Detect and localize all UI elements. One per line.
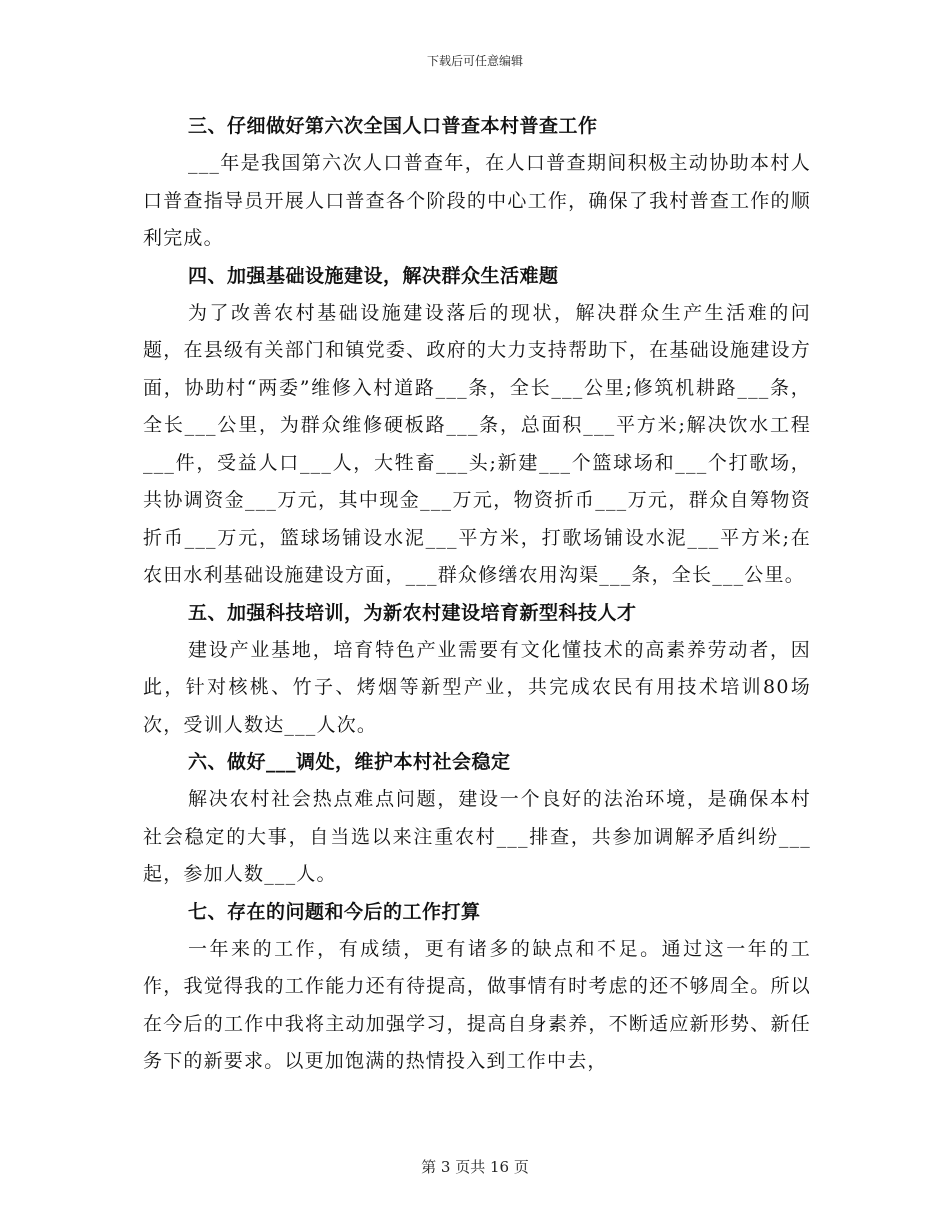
section-paragraph-7: 一年来的工作，有成绩，更有诸多的缺点和不足。通过这一年的工作，我觉得我的工作能力还有待提高，做事情有时考虑的还不够周全。所以在今后的工作中我将主动加强学习，提高自身素养，不断适应新形势、新任务下的新要求。以更加饱满的热情投入到工作中去， <box>143 937 811 1072</box>
section-paragraph-5: 建设产业基地，培育特色产业需要有文化懂技术的高素养劳动者，因此，针对核桃、竹子、烤烟等新型产业，共完成农民有用技术培训80场次，受训人数达___人次。 <box>143 638 811 736</box>
document-body <box>143 108 811 1081</box>
section-heading-7: 七、存在的问题和今后的工作打算 <box>188 900 481 923</box>
section-paragraph-4: 为了改善农村基础设施建设落后的现状，解决群众生产生活难的问题，在县级有关部门和镇党委、政府的大力支持帮助下，在基础设施建设方面，协助村“两委”维修入村道路___条，全长___公里;修筑机耕路___条，全长___公里，为群众维修硬板路___条，总面积___平方米;解决饮水工程___件，受益人口___人，大牲畜___头;新建___个篮球场和___个打歌场，共协调资金___万元，其中现金___万元，物资折币___万元，群众自筹物资折币___万元，篮球场铺设水泥___平方米，打歌场铺设水泥___平方米;在农田水利基础设施建设方面，___群众修缮农用沟渠___条，全长___公里。 <box>143 301 811 586</box>
section-paragraph-3: ___年是我国第六次人口普查年，在人口普查期间积极主动协助本村人口普查指导员开展人口普查各个阶段的中心工作，确保了我村普查工作的顺利完成。 <box>143 152 811 249</box>
section-heading-6: 六、做好___调处，维护本村社会稳定 <box>188 751 511 773</box>
page-header-note: 下载后可任意编辑 <box>426 54 523 68</box>
section-paragraph-6: 解决农村社会热点难点问题，建设一个良好的法治环境，是确保本村社会稳定的大事，自当选以来注重农村___排查，共参加调解矛盾纠纷___起，参加人数___人。 <box>143 788 811 885</box>
section-heading-5: 五、加强科技培训，为新农村建设培育新型科技人才 <box>188 601 637 624</box>
page-footer-number: 第 3 页共 16 页 <box>421 1158 529 1176</box>
section-heading-4: 四、加强基础设施建设，解决群众生活难题 <box>188 264 559 287</box>
section-heading-3: 三、仔细做好第六次全国人口普查本村普查工作 <box>188 115 598 137</box>
